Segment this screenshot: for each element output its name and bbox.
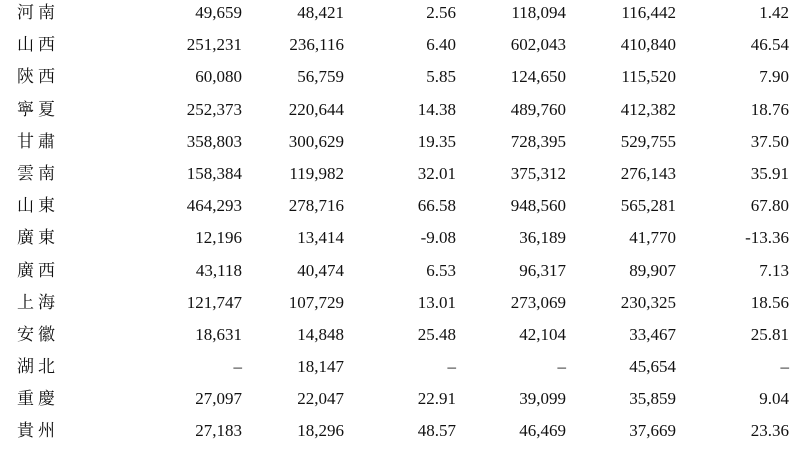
table-cell-col-4: 375,312 — [510, 163, 566, 183]
table-cell-col-3: 14.38 — [417, 99, 456, 119]
table-cell-col-5: 37,669 — [629, 421, 676, 441]
table-cell-col-2: 14,848 — [297, 324, 344, 344]
province-name: 山東 — [17, 196, 59, 217]
table-cell-col-5: 410,840 — [620, 35, 676, 55]
table-cell-col-1: 49,659 — [195, 3, 242, 22]
province-name: 寧夏 — [17, 99, 59, 120]
table-cell-col-2: 56,759 — [297, 67, 344, 87]
province-name: 雲南 — [17, 163, 59, 184]
table-row — [0, 129, 800, 161]
table-row — [0, 386, 800, 418]
table-cell-col-3: 6.40 — [426, 35, 456, 55]
table-cell-col-4: 489,760 — [510, 99, 566, 119]
table-cell-col-6: 1.42 — [759, 3, 789, 22]
table-cell-col-5: 45,654 — [629, 357, 676, 377]
table-cell-col-5: 412,382 — [620, 99, 676, 119]
table-cell-col-2: 236,116 — [289, 35, 344, 55]
table-cell-col-1: 27,183 — [195, 421, 242, 441]
table-cell-col-4: 124,650 — [510, 67, 566, 87]
province-name: 湖北 — [17, 357, 59, 378]
table-cell-col-1: 12,196 — [195, 228, 242, 248]
province-name: 河南 — [17, 3, 59, 23]
table-cell-col-5: 35,859 — [629, 389, 676, 409]
table-cell-col-4: 39,099 — [519, 389, 566, 409]
table-cell-col-6: 25.81 — [750, 324, 789, 344]
province-name: 山西 — [17, 35, 59, 56]
table-row — [0, 193, 800, 225]
province-name: 貴州 — [17, 421, 59, 442]
table-cell-col-3: 5.85 — [426, 67, 456, 87]
table-row — [0, 418, 800, 450]
table-cell-col-5: 116,442 — [621, 3, 676, 22]
province-name: 重慶 — [17, 389, 59, 410]
table-cell-col-5: 33,467 — [629, 324, 676, 344]
table-cell-col-4: 96,317 — [519, 260, 566, 280]
table-cell-col-2: 18,147 — [297, 357, 344, 377]
table-cell-col-2: 22,047 — [297, 389, 344, 409]
table-cell-col-5: 89,907 — [629, 260, 676, 280]
table-row — [0, 0, 800, 32]
table-cell-col-5: 276,143 — [620, 163, 676, 183]
province-name: 廣西 — [17, 260, 59, 281]
table-cell-col-4: – — [557, 357, 566, 377]
table-cell-col-1: 18,631 — [195, 324, 242, 344]
table-cell-col-2: 40,474 — [297, 260, 344, 280]
table-cell-col-1: 251,231 — [186, 35, 242, 55]
table-cell-col-3: – — [447, 357, 456, 377]
table-cell-col-1: 43,118 — [195, 260, 242, 280]
table-cell-col-3: -9.08 — [420, 228, 456, 248]
table-cell-col-5: 565,281 — [620, 196, 676, 216]
table-cell-col-5: 230,325 — [620, 292, 676, 312]
table-cell-col-2: 119,982 — [289, 163, 344, 183]
province-name: 甘肅 — [17, 131, 59, 152]
table-cell-col-6: 7.13 — [759, 260, 789, 280]
table-row — [0, 354, 800, 386]
table-cell-col-3: 2.56 — [426, 3, 456, 22]
table-cell-col-6: 46.54 — [750, 35, 789, 55]
table-cell-col-4: 42,104 — [519, 324, 566, 344]
table-cell-col-5: 529,755 — [620, 131, 676, 151]
table-cell-col-4: 36,189 — [519, 228, 566, 248]
table-cell-col-6: -13.36 — [745, 228, 789, 248]
province-name: 上海 — [17, 292, 59, 313]
table-cell-col-1: – — [233, 357, 242, 377]
table-cell-col-4: 948,560 — [510, 196, 566, 216]
table-cell-col-6: 7.90 — [759, 67, 789, 87]
province-name: 陝西 — [17, 67, 59, 88]
table-row — [0, 97, 800, 129]
table-row — [0, 322, 800, 354]
table-cell-col-2: 278,716 — [288, 196, 344, 216]
table-cell-col-2: 13,414 — [297, 228, 344, 248]
table-cell-col-3: 32.01 — [417, 163, 456, 183]
table-cell-col-4: 728,395 — [510, 131, 566, 151]
table-row — [0, 258, 800, 290]
table-cell-col-3: 48.57 — [417, 421, 456, 441]
table-cell-col-5: 41,770 — [629, 228, 676, 248]
table-cell-col-1: 121,747 — [186, 292, 242, 312]
table-cell-col-1: 464,293 — [186, 196, 242, 216]
table-cell-col-3: 22.91 — [417, 389, 456, 409]
table-cell-col-2: 107,729 — [288, 292, 344, 312]
province-name: 廣東 — [17, 228, 59, 249]
table-cell-col-1: 158,384 — [186, 163, 242, 183]
table-cell-col-6: 35.91 — [750, 163, 789, 183]
table-cell-col-3: 13.01 — [417, 292, 456, 312]
table-cell-col-6: 9.04 — [759, 389, 789, 409]
table-row — [0, 225, 800, 257]
table-cell-col-2: 300,629 — [288, 131, 344, 151]
table-row — [0, 32, 800, 64]
table-cell-col-6: – — [780, 357, 789, 377]
province-name: 安徽 — [17, 324, 59, 345]
table-cell-col-1: 60,080 — [195, 67, 242, 87]
table-cell-col-6: 67.80 — [750, 196, 789, 216]
table-row — [0, 64, 800, 96]
table-cell-col-6: 23.36 — [750, 421, 789, 441]
table-cell-col-4: 602,043 — [510, 35, 566, 55]
table-cell-col-1: 27,097 — [195, 389, 242, 409]
table-cell-col-2: 48,421 — [297, 3, 344, 22]
table-cell-col-1: 252,373 — [186, 99, 242, 119]
table-row — [0, 290, 800, 322]
table-cell-col-3: 6.53 — [426, 260, 456, 280]
table-cell-col-2: 220,644 — [288, 99, 344, 119]
table-cell-col-1: 358,803 — [186, 131, 242, 151]
table-cell-col-6: 18.56 — [750, 292, 789, 312]
table-cell-col-3: 66.58 — [417, 196, 456, 216]
table-cell-col-4: 46,469 — [519, 421, 566, 441]
table-cell-col-2: 18,296 — [297, 421, 344, 441]
table-cell-col-3: 25.48 — [417, 324, 456, 344]
table-cell-col-3: 19.35 — [417, 131, 456, 151]
table-cell-col-5: 115,520 — [621, 67, 676, 87]
table-cell-col-6: 37.50 — [750, 131, 789, 151]
table-cell-col-4: 118,094 — [511, 3, 566, 22]
table-cell-col-6: 18.76 — [750, 99, 789, 119]
table-row — [0, 161, 800, 193]
table-cell-col-4: 273,069 — [510, 292, 566, 312]
